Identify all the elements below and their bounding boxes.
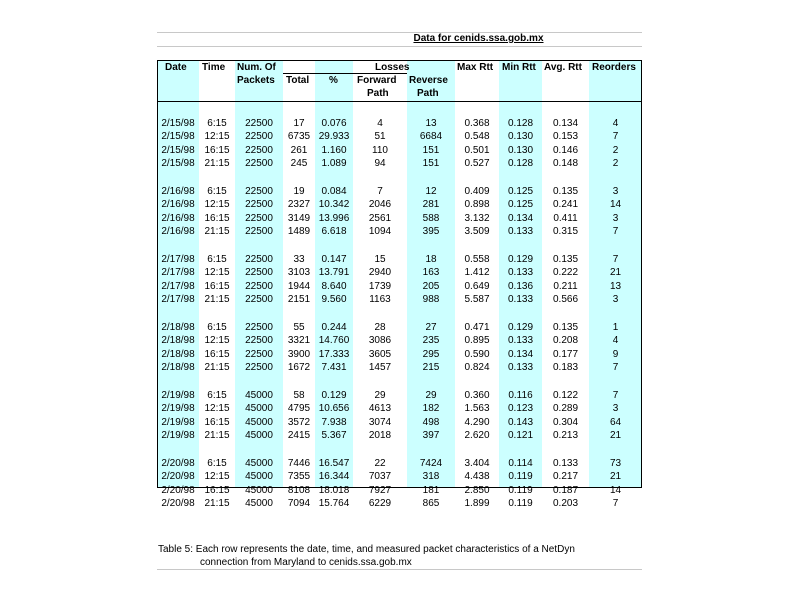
header-losses: Losses	[375, 62, 410, 73]
cell-avg-rtt: 0.135	[552, 322, 579, 333]
cell-avg-rtt: 0.213	[552, 430, 579, 442]
cell-total: 2415	[287, 430, 311, 442]
cell-total: 7094	[287, 498, 311, 510]
cell-packets: 22500	[245, 267, 273, 279]
cell-forward: 1739	[368, 280, 392, 292]
cell-reverse: 865	[422, 498, 440, 510]
cell-avg-rtt: 0.148	[552, 158, 579, 170]
cell-date: 2/19/98	[161, 430, 195, 442]
cell-reverse: 13	[425, 118, 437, 129]
header-forward: Forward	[357, 75, 397, 86]
cell-reverse: 18	[425, 254, 437, 265]
cell-reverse: 295	[422, 348, 440, 360]
header-total: Total	[286, 75, 310, 86]
cell-packets: 45000	[245, 390, 273, 401]
cell-reorders: 9	[612, 348, 619, 360]
cell-reverse: 12	[425, 186, 437, 197]
cell-avg-rtt: 0.411	[553, 212, 578, 224]
cell-max-rtt: 1.899	[464, 498, 490, 510]
cell-date: 2/17/98	[161, 254, 195, 265]
cell-avg-rtt: 0.133	[552, 458, 579, 469]
cell-forward: 3605	[368, 348, 392, 360]
cell-avg-rtt: 0.289	[552, 403, 579, 415]
cell-packets: 45000	[245, 403, 273, 415]
cell-reverse: 281	[422, 199, 440, 211]
cell-total: 55	[293, 322, 305, 333]
cell-reorders: 4	[612, 335, 619, 347]
cell-forward: 7	[377, 186, 383, 197]
cell-forward: 2940	[368, 267, 392, 279]
cell-date: 2/17/98	[161, 267, 195, 279]
cell-min-rtt: 0.114	[508, 458, 533, 469]
cell-date: 2/16/98	[161, 212, 195, 224]
cell-pct: 17.333	[318, 348, 350, 360]
cell-total: 7446	[287, 458, 311, 469]
table-caption-line2: connection from Maryland to cenids.ssa.gob.mx	[200, 557, 412, 568]
cell-max-rtt: 0.501	[464, 144, 490, 156]
cell-reverse: 151	[422, 144, 440, 156]
cell-max-rtt: 0.558	[464, 254, 490, 265]
grid-line	[157, 569, 642, 570]
cell-date: 2/18/98	[161, 322, 195, 333]
cell-time: 16:15	[204, 280, 230, 292]
cell-forward: 1094	[368, 226, 392, 238]
cell-max-rtt: 0.527	[464, 158, 490, 170]
cell-reorders: 14	[609, 484, 622, 496]
cell-total: 6735	[287, 131, 311, 143]
cell-pct: 15.764	[318, 498, 350, 510]
cell-min-rtt: 0.134	[507, 212, 534, 224]
cell-date: 2/15/98	[161, 118, 195, 129]
header-min-rtt: Min Rtt	[502, 62, 536, 73]
cell-date: 2/19/98	[161, 416, 195, 428]
cell-reorders: 21	[609, 430, 622, 442]
cell-min-rtt: 0.133	[507, 335, 534, 347]
cell-reverse: 182	[422, 403, 440, 415]
cell-pct: 7.431	[321, 362, 347, 374]
cell-reorders: 7	[612, 131, 619, 143]
cell-packets: 22500	[245, 322, 273, 333]
table-title: Data for cenids.ssa.gob.mx	[413, 33, 544, 44]
cell-reverse: 7424	[419, 458, 443, 469]
cell-min-rtt: 0.119	[508, 498, 533, 510]
cell-pct: 1.089	[321, 158, 347, 170]
cell-date: 2/15/98	[161, 131, 195, 143]
header-pct: %	[329, 75, 338, 86]
cell-total: 3103	[287, 267, 311, 279]
cell-forward: 3086	[368, 335, 392, 347]
cell-pct: 14.760	[318, 335, 350, 347]
cell-avg-rtt: 0.203	[552, 498, 579, 510]
header-reorders: Reorders	[592, 62, 636, 73]
cell-min-rtt: 0.143	[507, 416, 534, 428]
header-reverse-path: Path	[417, 88, 439, 99]
cell-forward: 15	[374, 254, 386, 265]
cell-pct: 6.618	[321, 226, 347, 238]
cell-date: 2/20/98	[161, 471, 195, 483]
cell-time: 21:15	[204, 226, 230, 238]
cell-time: 6:15	[207, 322, 227, 333]
header-bottom-border	[157, 101, 642, 102]
cell-forward: 1457	[368, 362, 392, 374]
cell-pct: 16.344	[318, 471, 350, 483]
cell-max-rtt: 3.509	[464, 226, 490, 238]
cell-total: 58	[293, 390, 305, 401]
header-time: Time	[202, 62, 226, 73]
cell-packets: 45000	[245, 430, 273, 442]
cell-reorders: 7	[612, 254, 619, 265]
cell-reverse: 395	[422, 226, 440, 238]
cell-date: 2/18/98	[161, 362, 195, 374]
cell-reorders: 3	[612, 212, 619, 224]
cell-avg-rtt: 0.211	[553, 280, 578, 292]
cell-min-rtt: 0.116	[508, 390, 533, 401]
cell-total: 1489	[287, 226, 311, 238]
cell-date: 2/15/98	[161, 158, 195, 170]
cell-packets: 22500	[245, 212, 273, 224]
cell-time: 12:15	[204, 267, 230, 279]
cell-time: 6:15	[207, 254, 227, 265]
cell-date: 2/17/98	[161, 294, 195, 306]
cell-reorders: 7	[612, 362, 619, 374]
cell-min-rtt: 0.125	[507, 186, 534, 197]
cell-reverse: 151	[422, 158, 440, 170]
table-caption-line1: Table 5: Each row represents the date, time, and measured packet characteristics of a NetDyn	[158, 544, 575, 555]
cell-date: 2/18/98	[161, 348, 195, 360]
cell-reorders: 2	[612, 158, 619, 170]
cell-time: 12:15	[204, 403, 230, 415]
cell-max-rtt: 4.290	[464, 416, 490, 428]
cell-packets: 22500	[245, 226, 273, 238]
cell-avg-rtt: 0.208	[552, 335, 579, 347]
cell-min-rtt: 0.133	[507, 362, 534, 374]
cell-pct: 0.084	[321, 186, 347, 197]
cell-forward: 94	[374, 158, 386, 170]
cell-time: 16:15	[204, 484, 230, 496]
cell-packets: 22500	[245, 144, 273, 156]
cell-min-rtt: 0.130	[507, 144, 534, 156]
cell-avg-rtt: 0.222	[552, 267, 579, 279]
cell-time: 12:15	[204, 471, 230, 483]
cell-min-rtt: 0.121	[507, 430, 534, 442]
cell-avg-rtt: 0.241	[552, 199, 579, 211]
cell-min-rtt: 0.129	[507, 322, 534, 333]
cell-min-rtt: 0.133	[507, 267, 534, 279]
cell-max-rtt: 0.824	[464, 362, 490, 374]
cell-max-rtt: 0.368	[464, 118, 490, 129]
cell-time: 6:15	[207, 390, 227, 401]
cell-min-rtt: 0.136	[507, 280, 534, 292]
header-top-border	[157, 60, 642, 61]
cell-avg-rtt: 0.135	[552, 254, 579, 265]
cell-min-rtt: 0.119	[508, 484, 533, 496]
cell-reorders: 73	[609, 458, 622, 469]
cell-min-rtt: 0.119	[508, 471, 533, 483]
cell-forward: 22	[374, 458, 386, 469]
cell-date: 2/20/98	[161, 484, 195, 496]
cell-pct: 16.547	[318, 458, 350, 469]
cell-min-rtt: 0.129	[507, 254, 534, 265]
cell-max-rtt: 0.590	[464, 348, 490, 360]
cell-reverse: 397	[422, 430, 440, 442]
cell-avg-rtt: 0.122	[552, 390, 579, 401]
cell-time: 16:15	[204, 212, 230, 224]
cell-total: 261	[290, 144, 308, 156]
cell-time: 21:15	[204, 158, 230, 170]
cell-avg-rtt: 0.315	[552, 226, 579, 238]
cell-min-rtt: 0.133	[507, 294, 534, 306]
cell-forward: 28	[374, 322, 386, 333]
cell-total: 3149	[287, 212, 311, 224]
cell-pct: 1.160	[321, 144, 347, 156]
cell-time: 12:15	[204, 131, 230, 143]
cell-forward: 3074	[368, 416, 392, 428]
cell-reorders: 3	[612, 294, 619, 306]
grid-line	[157, 46, 642, 47]
header-forward-path: Path	[367, 88, 389, 99]
cell-forward: 51	[374, 131, 386, 143]
cell-reorders: 7	[612, 226, 619, 238]
header-num-of: Num. Of	[237, 62, 276, 73]
cell-packets: 22500	[245, 131, 273, 143]
cell-total: 33	[293, 254, 305, 265]
cell-date: 2/17/98	[161, 280, 195, 292]
cell-date: 2/16/98	[161, 186, 195, 197]
cell-reverse: 181	[422, 484, 440, 496]
cell-total: 19	[293, 186, 305, 197]
cell-reorders: 3	[612, 186, 619, 197]
cell-forward: 110	[372, 144, 388, 156]
cell-reverse: 988	[422, 294, 440, 306]
cell-max-rtt: 0.895	[464, 335, 490, 347]
cell-time: 6:15	[207, 118, 227, 129]
cell-packets: 22500	[245, 362, 273, 374]
cell-max-rtt: 0.471	[464, 322, 490, 333]
cell-max-rtt: 5.587	[464, 294, 490, 306]
cell-pct: 0.147	[321, 254, 347, 265]
cell-time: 12:15	[204, 335, 230, 347]
cell-max-rtt: 3.132	[464, 212, 490, 224]
cell-date: 2/15/98	[161, 144, 195, 156]
cell-reverse: 205	[422, 280, 440, 292]
cell-reorders: 7	[612, 498, 619, 510]
cell-reorders: 1	[612, 322, 619, 333]
cell-total: 3900	[287, 348, 311, 360]
cell-total: 2151	[287, 294, 311, 306]
cell-total: 1944	[287, 280, 311, 292]
cell-reorders: 3	[612, 403, 619, 415]
cell-time: 21:15	[204, 362, 230, 374]
cell-reorders: 4	[612, 118, 619, 129]
cell-max-rtt: 4.438	[464, 471, 490, 483]
cell-avg-rtt: 0.183	[552, 362, 579, 374]
cell-packets: 45000	[245, 498, 273, 510]
header-reverse: Reverse	[409, 75, 448, 86]
cell-forward: 2561	[368, 212, 392, 224]
cell-total: 1672	[287, 362, 311, 374]
cell-packets: 22500	[245, 294, 273, 306]
cell-pct: 10.342	[318, 199, 350, 211]
cell-min-rtt: 0.128	[507, 118, 534, 129]
cell-packets: 22500	[245, 158, 273, 170]
cell-pct: 13.791	[318, 267, 350, 279]
cell-forward: 6229	[368, 498, 392, 510]
cell-total: 245	[290, 158, 308, 170]
cell-max-rtt: 0.409	[464, 186, 490, 197]
cell-pct: 8.640	[321, 280, 347, 292]
cell-min-rtt: 0.130	[507, 131, 534, 143]
cell-avg-rtt: 0.135	[552, 186, 579, 197]
cell-reverse: 6684	[419, 131, 443, 143]
cell-pct: 0.076	[321, 118, 347, 129]
cell-packets: 45000	[245, 484, 273, 496]
cell-max-rtt: 2.620	[464, 430, 490, 442]
cell-max-rtt: 0.649	[464, 280, 490, 292]
header-date: Date	[165, 62, 187, 73]
cell-reorders: 14	[609, 199, 622, 211]
cell-max-rtt: 0.898	[464, 199, 490, 211]
cell-reorders: 13	[609, 280, 622, 292]
cell-date: 2/20/98	[161, 498, 195, 510]
cell-avg-rtt: 0.187	[552, 484, 579, 496]
cell-min-rtt: 0.128	[507, 158, 534, 170]
cell-max-rtt: 1.563	[464, 403, 490, 415]
cell-reorders: 21	[609, 471, 622, 483]
cell-pct: 0.129	[321, 390, 347, 401]
cell-reverse: 215	[422, 362, 440, 374]
cell-min-rtt: 0.123	[507, 403, 534, 415]
cell-packets: 45000	[245, 458, 273, 469]
cell-avg-rtt: 0.146	[552, 144, 579, 156]
cell-reverse: 235	[422, 335, 440, 347]
cell-date: 2/16/98	[161, 199, 195, 211]
cell-time: 21:15	[204, 430, 230, 442]
cell-max-rtt: 1.412	[464, 267, 490, 279]
cell-packets: 22500	[245, 335, 273, 347]
cell-pct: 7.938	[321, 416, 347, 428]
cell-time: 21:15	[204, 498, 230, 510]
header-avg-rtt: Avg. Rtt	[544, 62, 582, 73]
cell-max-rtt: 3.404	[464, 458, 490, 469]
cell-forward: 29	[374, 390, 386, 401]
cell-total: 3321	[287, 335, 311, 347]
cell-total: 7355	[287, 471, 311, 483]
cell-pct: 13.996	[318, 212, 350, 224]
cell-reverse: 498	[422, 416, 440, 428]
cell-avg-rtt: 0.217	[552, 471, 579, 483]
cell-pct: 10.656	[318, 403, 350, 415]
cell-forward: 7927	[368, 484, 392, 496]
cell-avg-rtt: 0.177	[552, 348, 579, 360]
cell-packets: 45000	[245, 416, 273, 428]
cell-total: 17	[293, 118, 305, 129]
header-packets: Packets	[237, 75, 275, 86]
cell-date: 2/19/98	[161, 403, 195, 415]
losses-underline	[283, 73, 407, 74]
cell-pct: 5.367	[321, 430, 347, 442]
cell-time: 21:15	[204, 294, 230, 306]
cell-avg-rtt: 0.304	[552, 416, 579, 428]
cell-total: 4795	[287, 403, 311, 415]
cell-pct: 29.933	[318, 131, 350, 143]
cell-reverse: 588	[422, 212, 440, 224]
cell-packets: 22500	[245, 199, 273, 211]
cell-avg-rtt: 0.566	[552, 294, 579, 306]
cell-reorders: 64	[609, 416, 622, 428]
cell-reverse: 318	[422, 471, 440, 483]
cell-min-rtt: 0.134	[507, 348, 534, 360]
cell-packets: 45000	[245, 471, 273, 483]
cell-time: 16:15	[204, 416, 230, 428]
cell-reverse: 163	[422, 267, 440, 279]
cell-min-rtt: 0.133	[507, 226, 534, 238]
cell-packets: 22500	[245, 280, 273, 292]
spreadsheet-table	[157, 32, 642, 570]
cell-time: 6:15	[207, 186, 227, 197]
cell-min-rtt: 0.125	[507, 199, 534, 211]
cell-packets: 22500	[245, 348, 273, 360]
cell-time: 16:15	[204, 144, 230, 156]
cell-packets: 22500	[245, 118, 273, 129]
cell-max-rtt: 2.850	[464, 484, 490, 496]
cell-time: 6:15	[207, 458, 227, 469]
cell-reverse: 27	[425, 322, 437, 333]
cell-total: 3572	[287, 416, 311, 428]
cell-date: 2/19/98	[161, 390, 195, 401]
cell-forward: 1163	[369, 294, 391, 306]
cell-reverse: 29	[425, 390, 437, 401]
cell-reorders: 21	[609, 267, 622, 279]
cell-max-rtt: 0.548	[464, 131, 490, 143]
cell-total: 2327	[287, 199, 311, 211]
cell-avg-rtt: 0.153	[552, 131, 579, 143]
cell-reorders: 2	[612, 144, 619, 156]
cell-avg-rtt: 0.134	[552, 118, 579, 129]
cell-total: 8108	[287, 484, 311, 496]
cell-pct: 9.560	[321, 294, 347, 306]
cell-packets: 22500	[245, 254, 273, 265]
cell-reorders: 7	[612, 390, 619, 401]
cell-forward: 4613	[368, 403, 392, 415]
cell-packets: 22500	[245, 186, 273, 197]
cell-date: 2/18/98	[161, 335, 195, 347]
cell-pct: 0.244	[321, 322, 347, 333]
cell-max-rtt: 0.360	[464, 390, 490, 401]
cell-time: 12:15	[204, 199, 230, 211]
cell-time: 16:15	[204, 348, 230, 360]
cell-forward: 2018	[368, 430, 392, 442]
cell-forward: 4	[377, 118, 383, 129]
cell-date: 2/20/98	[161, 458, 195, 469]
cell-date: 2/16/98	[161, 226, 195, 238]
cell-forward: 2046	[368, 199, 392, 211]
cell-pct: 18.018	[318, 484, 350, 496]
header-max-rtt: Max Rtt	[457, 62, 494, 73]
cell-forward: 7037	[368, 471, 392, 483]
